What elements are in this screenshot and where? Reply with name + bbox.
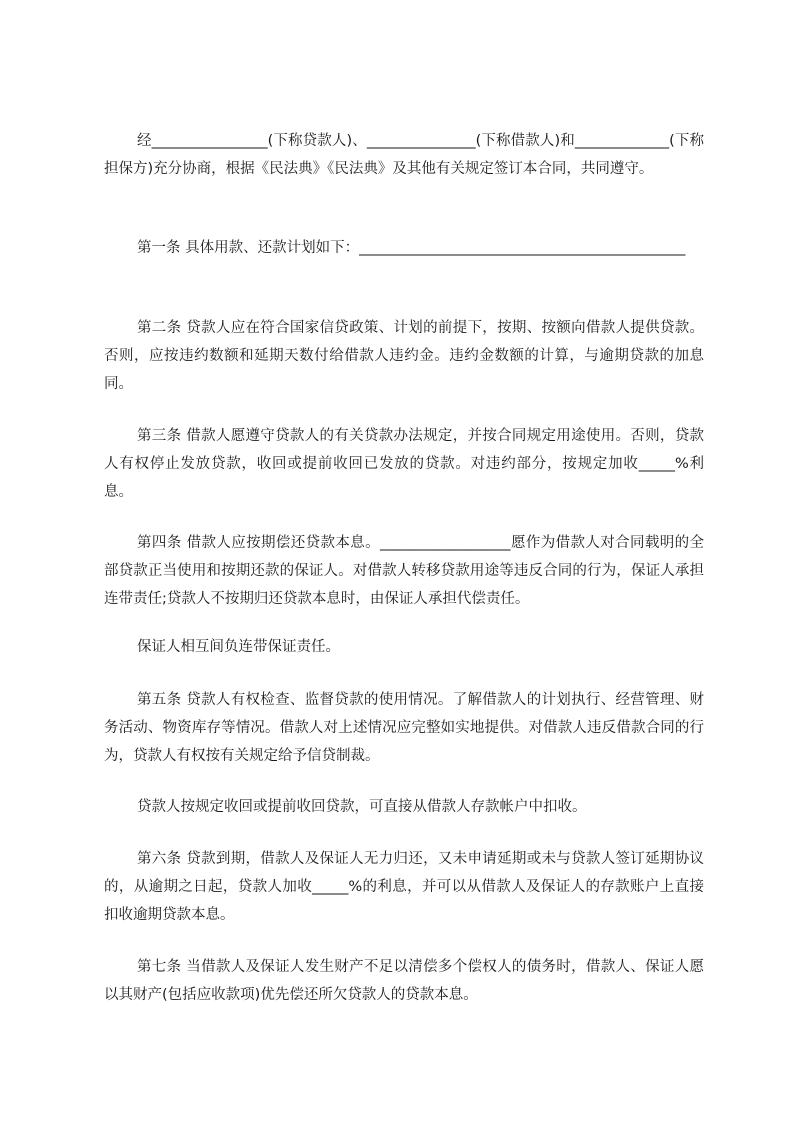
- article-7: 第七条 当借款人及保证人发生财产不足以清偿多个偿权人的债务时，借款人、保证人愿以其财产(包括应收款项)优先偿还所欠贷款人的贷款本息。: [104, 959, 704, 1003]
- article-3: 第三条 借款人愿遵守贷款人的有关贷款办法规定，并按合同规定用途使用。否则，贷款人有权停止发放贷款，收回或提前收回已发放的贷款。对违约部分，按规定加收_____%利息。: [104, 428, 704, 500]
- article-1: 第一条 具体用款、还款计划如下：_____________________________________________: [137, 240, 686, 256]
- article-4-joint-liability: 保证人相互间负连带保证责任。: [137, 639, 340, 655]
- article-5: 第五条 贷款人有权检查、监督贷款的使用情况。了解借款人的计划执行、经营管理、财务活动、物资库存等情况。借款人对上述情况应完整如实地提供。对借款人违反借款合同的行为，贷款人有权按有关规定给予信贷制裁。: [104, 692, 704, 764]
- article-5-deduction: 贷款人按规定收回或提前收回贷款，可直接从借款人存款帐户中扣收。: [137, 799, 587, 815]
- article-2: 第二条 贷款人应在符合国家信贷政策、计划的前提下，按期、按额向借款人提供贷款。否则，应按违约数额和延期天数付给借款人违约金。违约金数额的计算，与逾期贷款的加息同。: [104, 320, 704, 392]
- contract-preamble: 经________________(下称贷款人)、_______________(下称借款人)和_____________(下称担保方)充分协商，根据《民法典》《民法典》及其他有关规定签订本合同，共同遵守。: [104, 133, 704, 177]
- article-6: 第六条 贷款到期，借款人及保证人无力归还，又未申请延期或未与贷款人签订延期协议的，从逾期之日起，贷款人加收_____%的利息，并可以从借款人及保证人的存款账户上直接扣收逾期贷款本息。: [104, 851, 704, 923]
- article-4: 第四条 借款人应按期偿还贷款本息。__________________愿作为借款人对合同载明的全部贷款正当使用和按期还款的保证人。对借款人转移贷款用途等违反合同的行为，保证人承担连带责任;贷款人不按期归还贷款本息时，由保证人承担代偿责任。: [104, 535, 704, 607]
